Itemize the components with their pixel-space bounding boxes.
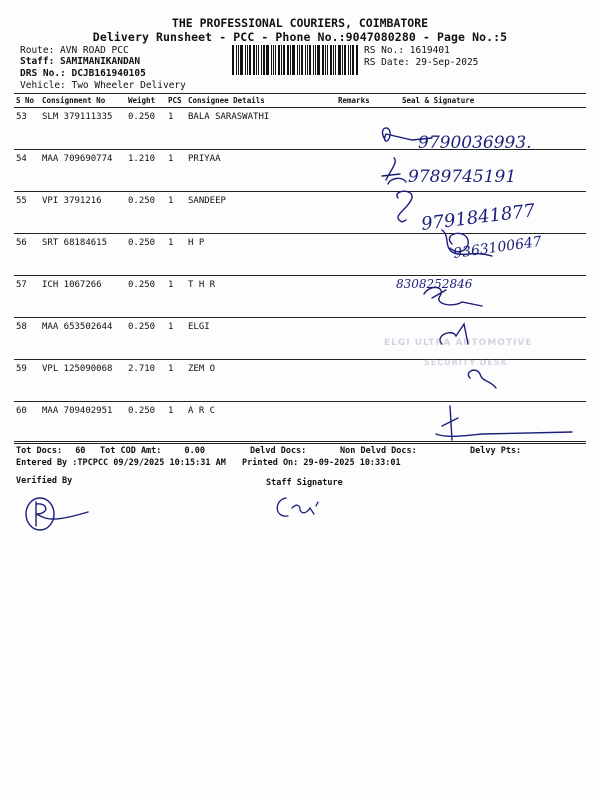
col-weight: Weight — [126, 94, 166, 108]
stamp-line-2: SECURITY DESK — [424, 358, 508, 367]
rs-date-line: RS Date: 29-Sep-2025 — [364, 57, 479, 68]
cell-weight: 0.250 — [126, 402, 166, 444]
route-line: Route: AVN ROAD PCC — [20, 45, 129, 56]
entered-by: Entered By :TPCPCC 09/29/2025 10:15:31 AM — [16, 458, 226, 468]
company-title: THE PROFESSIONAL COURIERS, COIMBATORE — [171, 16, 429, 30]
cell-consignee: SANDEEP — [186, 192, 336, 234]
cell-weight: 0.250 — [126, 108, 166, 150]
handwritten-phone-55: 9791841877 — [420, 200, 537, 235]
cell-sno: 53 — [14, 108, 40, 150]
cell-consignment: VPI 3791216 — [40, 192, 126, 234]
drs-value: DCJB161940105 — [71, 68, 146, 79]
non-delvd-docs-label: Non Delvd Docs: — [340, 446, 417, 456]
runsheet-subtitle: Delivery Runsheet - PCC - Phone No.:9047080280 - Page No.:5 — [92, 30, 508, 44]
handwritten-phone-53: 9790036993. — [418, 133, 532, 153]
cell-consignment: MAA 709402951 — [40, 402, 126, 444]
cell-consignment: VPL 125090068 — [40, 360, 126, 402]
staff-line: Staff: SAMIMANIKANDAN — [20, 56, 141, 67]
barcode — [232, 45, 360, 75]
cell-pcs: 1 — [166, 150, 186, 192]
staff-value: SAMIMANIKANDAN — [60, 56, 141, 67]
handwritten-phone-54: 9789745191 — [408, 167, 517, 187]
stamp-line-1: ELGI ULTRA AUTOMOTIVE — [384, 338, 533, 348]
cell-consignee: BALA SARASWATHI — [186, 108, 336, 150]
col-remarks: Remarks — [336, 94, 388, 108]
col-consignment: Consignment No — [40, 94, 126, 108]
vehicle-value: Two Wheeler Delivery — [71, 80, 186, 91]
cell-consignee: T H R — [186, 276, 336, 318]
cell-sno: 56 — [14, 234, 40, 276]
cell-sno: 59 — [14, 360, 40, 402]
footer-divider — [14, 441, 586, 442]
company-stamp — [384, 332, 584, 394]
cell-consignee: ELGI — [186, 318, 336, 360]
tot-cod-value: 0.00 — [184, 446, 206, 456]
drs-line: DRS No.: DCJB161940105 — [20, 68, 146, 79]
rs-date-value: 29-Sep-2025 — [415, 57, 479, 68]
verifier-signature-icon — [18, 490, 108, 540]
col-pcs: PCS — [166, 94, 186, 108]
cell-pcs: 1 — [166, 402, 186, 444]
cell-consignee: A R C — [186, 402, 336, 444]
handwritten-phone-57: 8308252846 — [396, 277, 473, 291]
staff-signature-label: Staff Signature — [266, 478, 343, 488]
cell-weight: 0.250 — [126, 276, 166, 318]
cell-sno: 60 — [14, 402, 40, 444]
cell-consignment: MAA 653502644 — [40, 318, 126, 360]
col-consignee: Consignee Details — [186, 94, 336, 108]
col-seal-signature: Seal & Signature — [388, 94, 586, 108]
cell-consignment: SRT 68184615 — [40, 234, 126, 276]
route-value: AVN ROAD PCC — [60, 45, 129, 56]
delvd-docs-label: Delvd Docs: — [250, 446, 307, 456]
cell-pcs: 1 — [166, 108, 186, 150]
rs-no-line: RS No.: 1619401 — [364, 45, 450, 56]
cell-weight: 0.250 — [126, 318, 166, 360]
col-sno: S No — [14, 94, 40, 108]
table-header-row — [14, 94, 586, 108]
rs-no-value: 1619401 — [409, 45, 450, 56]
handwritten-signatures — [372, 118, 592, 448]
cell-consignment: ICH 1067266 — [40, 276, 126, 318]
printed-on: Printed On: 29-09-2025 10:33:01 — [242, 458, 401, 468]
cell-weight: 2.710 — [126, 360, 166, 402]
handwritten-phone-56: 9363100647 — [452, 233, 543, 262]
cell-consignee: ZEM O — [186, 360, 336, 402]
cell-consignee: H P — [186, 234, 336, 276]
cell-weight: 0.250 — [126, 234, 166, 276]
cell-sno: 55 — [14, 192, 40, 234]
cell-sno: 54 — [14, 150, 40, 192]
tot-docs-value: 60 — [75, 446, 86, 456]
verified-by-label: Verified By — [16, 476, 73, 486]
cell-consignment: SLM 379111335 — [40, 108, 126, 150]
cell-pcs: 1 — [166, 192, 186, 234]
cell-pcs: 1 — [166, 318, 186, 360]
cell-pcs: 1 — [166, 234, 186, 276]
vehicle-line: Vehicle: Two Wheeler Delivery — [20, 80, 186, 91]
delvy-pts-label: Delvy Pts: — [470, 446, 522, 456]
tot-docs: Tot Docs: 60 — [16, 446, 86, 456]
tot-cod: Tot COD Amt: 0.00 — [100, 446, 206, 456]
staff-signature-icon — [270, 488, 340, 528]
cell-sno: 57 — [14, 276, 40, 318]
cell-consignee: PRIYAA — [186, 150, 336, 192]
cell-pcs: 1 — [166, 360, 186, 402]
cell-weight: 0.250 — [126, 192, 166, 234]
cell-weight: 1.210 — [126, 150, 166, 192]
cell-sno: 58 — [14, 318, 40, 360]
cell-consignment: MAA 709690774 — [40, 150, 126, 192]
cell-pcs: 1 — [166, 276, 186, 318]
